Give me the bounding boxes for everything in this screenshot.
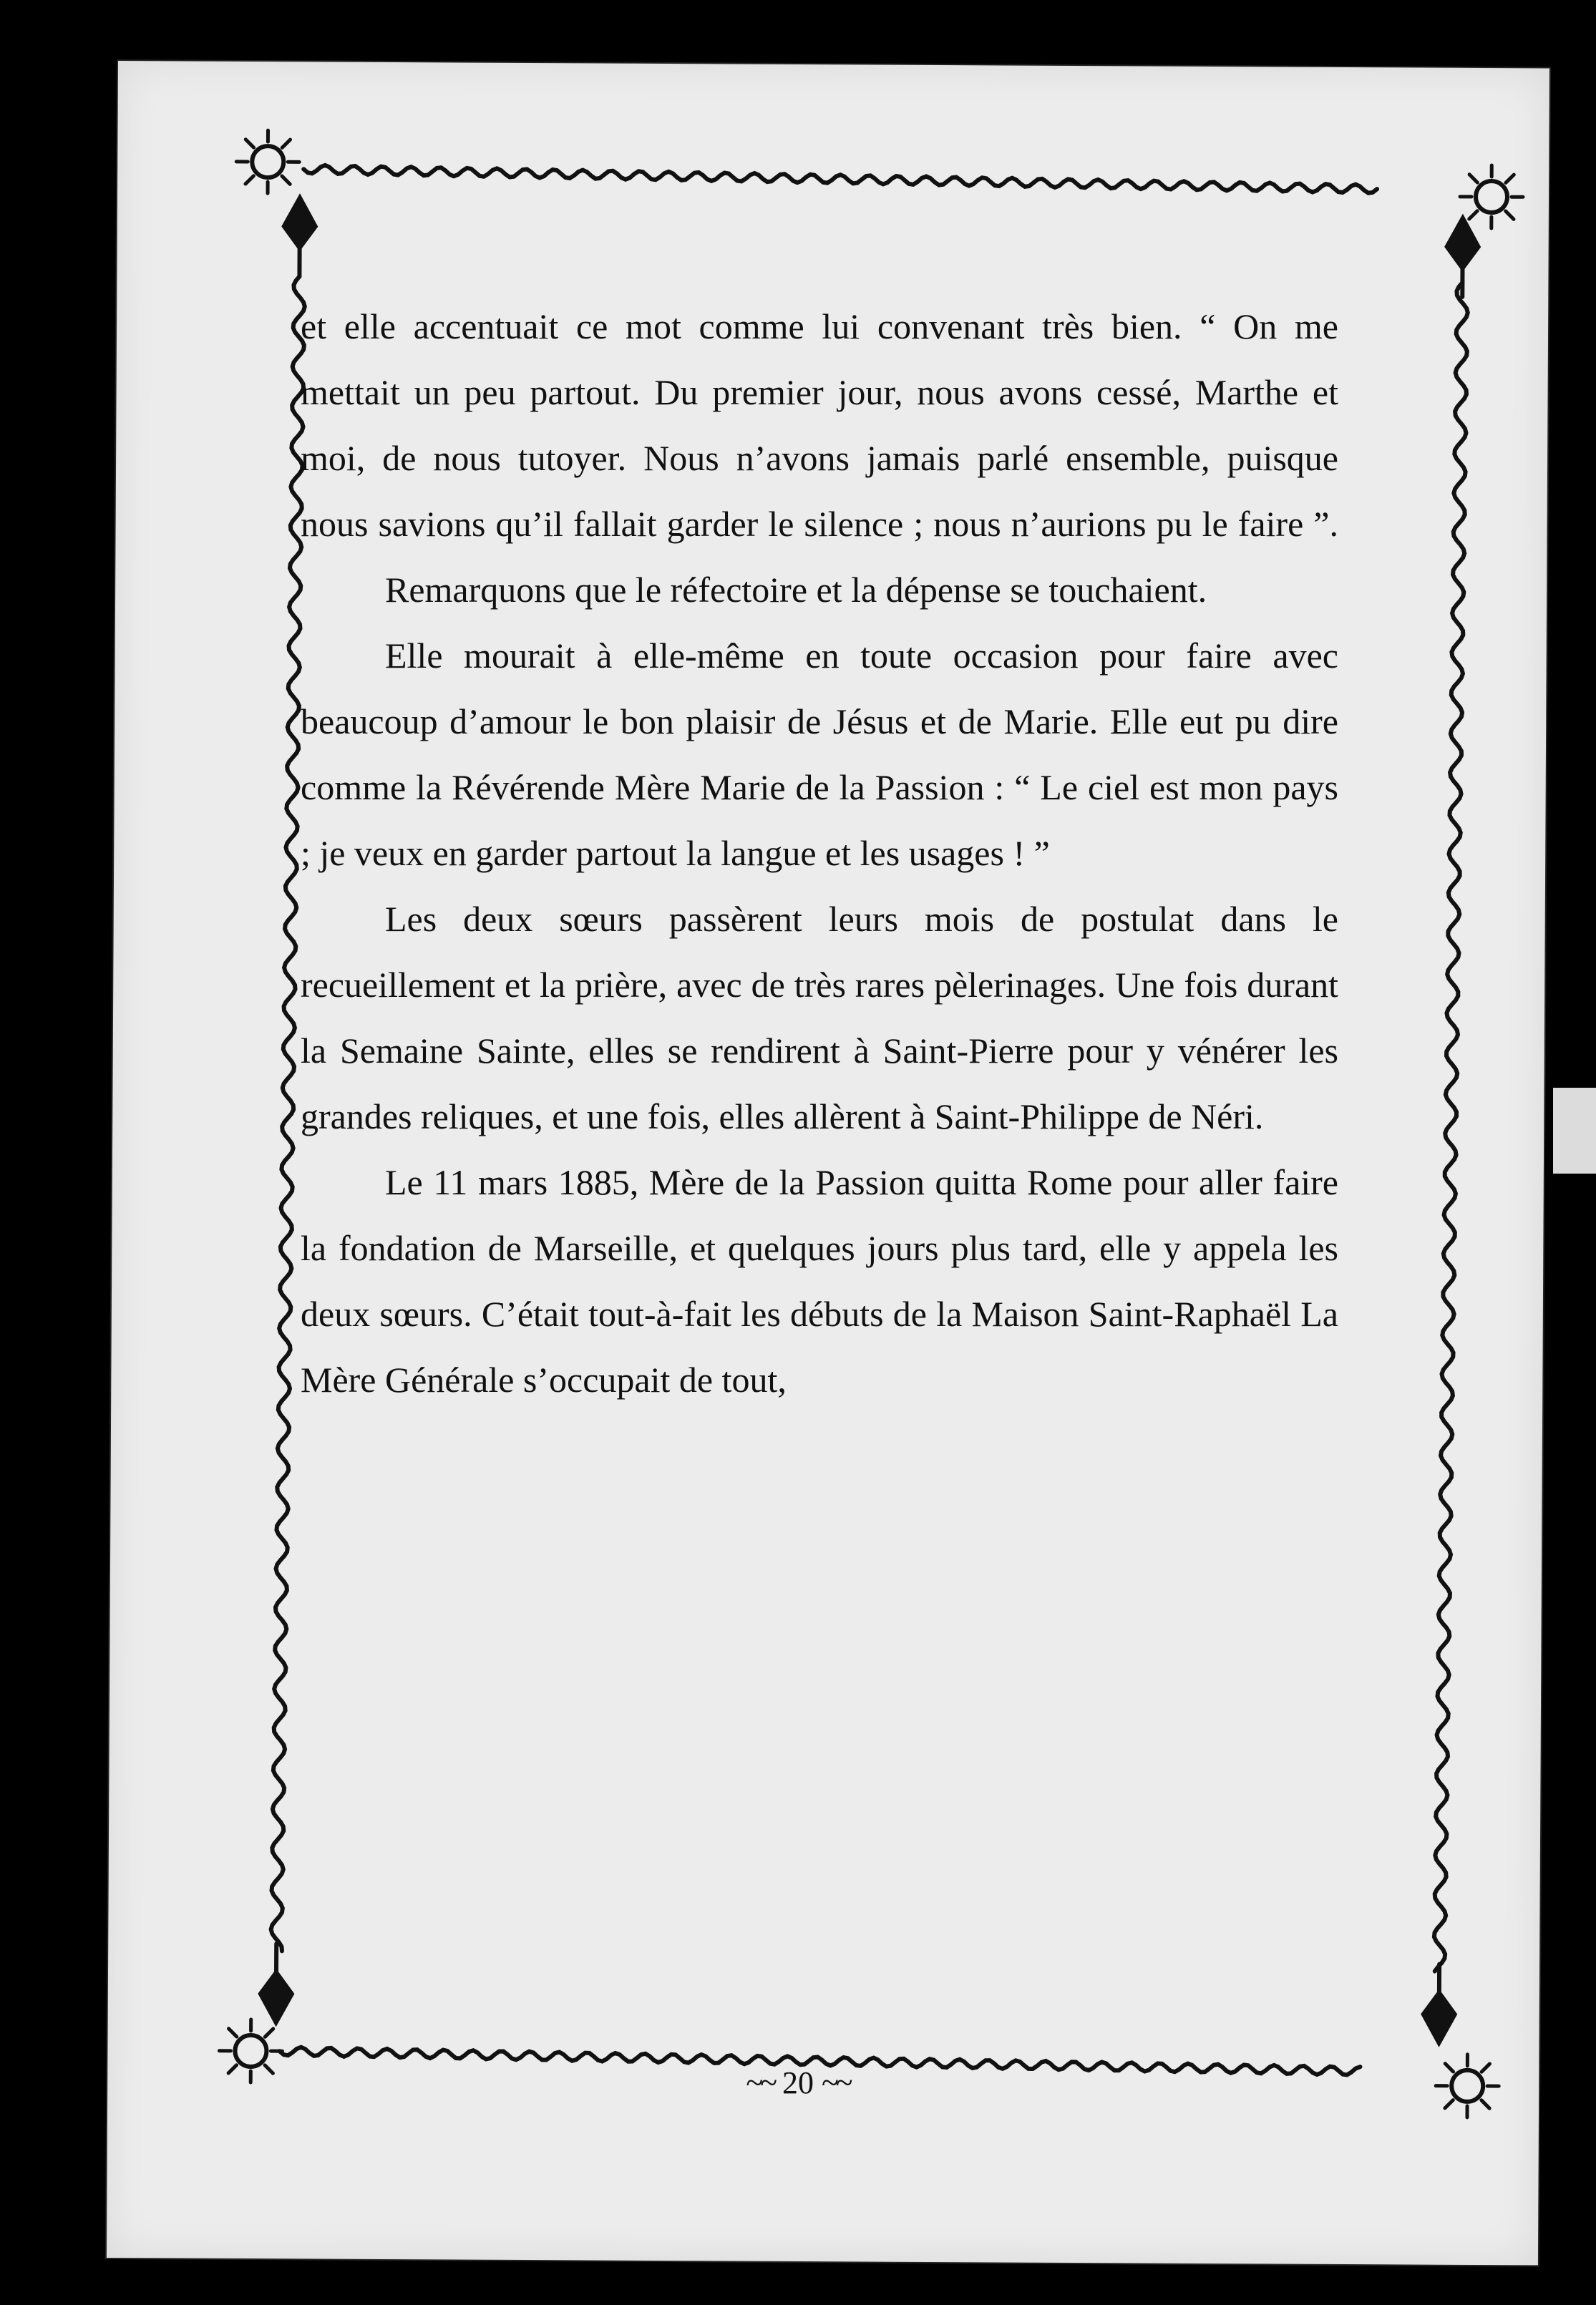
finial-left-bottom	[261, 1944, 293, 2022]
paragraph-3: Elle mourait à elle-même en toute occasion pour faire avec beaucoup d’amour le bon plaisir de Jésus et de Marie. Elle eut pu dire comme la Révérende Mère Marie de la Passion : “ Le ciel est mon pays ; je veux en garder partout la langue et les usages ! ”	[301, 635, 1338, 873]
finial-right-top	[1446, 218, 1479, 297]
paragraph-1: et elle accentuait ce mot comme lui convenant très bien. “ On me mettait un peu partout. Du premier jour, nous avons cessé, Marthe et moi, de nous tutoyer. Nous n’avons jamais parlé ensemble, puisque nous savions qu’il fallait garder le silence ; nous n’aurions pu le faire ”.	[301, 306, 1338, 544]
left-ornament-dash: ~~	[746, 2065, 774, 2100]
page-body-text	[301, 293, 1338, 1413]
paragraph-5: Le 11 mars 1885, Mère de la Passion quitta Rome pour aller faire la fondation de Marseille, et quelques jours plus tard, elle y appela les deux sœurs. C’était tout-à-fait les débuts de la Maison Saint-Raphaël La Mère Générale s’occupait de tout,	[301, 1162, 1338, 1400]
corner-ornament-top-right	[1460, 165, 1523, 228]
corner-ornament-top-left	[236, 130, 299, 193]
paragraph-2: Remarquons que le réfectoire et la dépense se touchaient.	[385, 570, 1207, 610]
border-rule	[1434, 283, 1468, 1972]
page-number-footer	[0, 2065, 1596, 2101]
adjacent-page-edge	[1553, 1088, 1596, 1174]
page-number: 20	[782, 2065, 814, 2100]
finial-left-top	[283, 198, 316, 276]
border-rule	[271, 276, 305, 1951]
right-ornament-dash: ~~	[822, 2065, 850, 2100]
border-rule	[303, 165, 1377, 193]
finial-right-bottom	[1424, 1964, 1456, 2043]
paragraph-4: Les deux sœurs passèrent leurs mois de postulat dans le recueillement et la prière, avec de très rares pèlerinages. Une fois durant la Semaine Sainte, elles se rendirent à Saint-Pierre pour y vénérer les grandes reliques, et une fois, elles allèrent à Saint-Philippe de Néri.	[301, 899, 1338, 1136]
